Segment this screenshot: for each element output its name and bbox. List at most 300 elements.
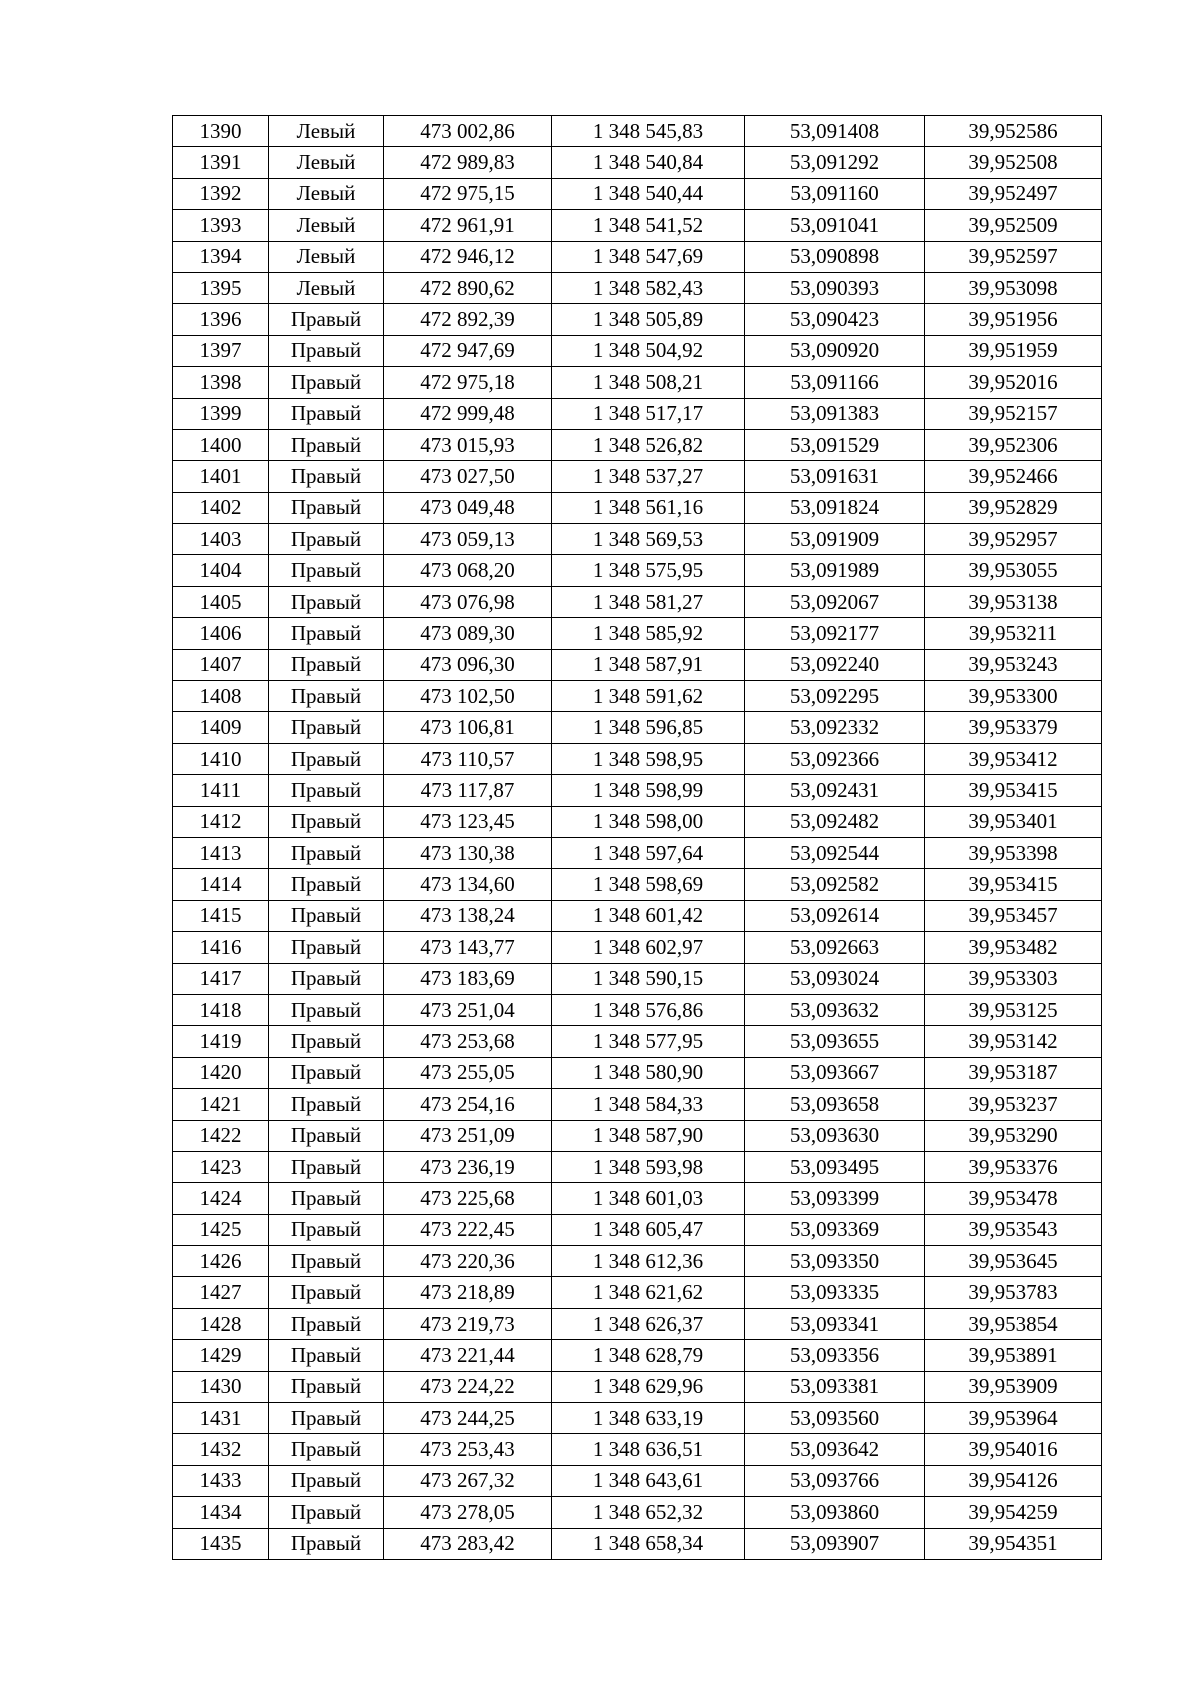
table-row [173,900,1102,931]
latitude-cell: 53,093341 [745,1308,925,1339]
longitude-cell: 39,952016 [925,367,1102,398]
table-row [173,1340,1102,1371]
y-coordinate-cell: 1 348 593,98 [552,1151,745,1182]
latitude-cell: 53,093356 [745,1340,925,1371]
latitude-cell: 53,091160 [745,178,925,209]
x-coordinate-cell: 473 219,73 [384,1308,552,1339]
point-number-cell: 1391 [173,147,269,178]
point-number-cell: 1395 [173,272,269,303]
side-cell: Правый [269,932,384,963]
side-cell: Правый [269,398,384,429]
table-row [173,524,1102,555]
x-coordinate-cell: 473 225,68 [384,1183,552,1214]
x-coordinate-cell: 472 989,83 [384,147,552,178]
latitude-cell: 53,091408 [745,116,925,147]
side-cell: Правый [269,586,384,617]
point-number-cell: 1403 [173,524,269,555]
point-number-cell: 1428 [173,1308,269,1339]
latitude-cell: 53,092067 [745,586,925,617]
point-number-cell: 1420 [173,1057,269,1088]
x-coordinate-cell: 473 222,45 [384,1214,552,1245]
point-number-cell: 1418 [173,994,269,1025]
point-number-cell: 1414 [173,869,269,900]
latitude-cell: 53,091166 [745,367,925,398]
table-row [173,775,1102,806]
point-number-cell: 1422 [173,1120,269,1151]
side-cell: Правый [269,1497,384,1528]
y-coordinate-cell: 1 348 537,27 [552,461,745,492]
table-row [173,1308,1102,1339]
point-number-cell: 1411 [173,775,269,806]
longitude-cell: 39,953300 [925,681,1102,712]
latitude-cell: 53,092582 [745,869,925,900]
side-cell: Правый [269,1277,384,1308]
longitude-cell: 39,953376 [925,1151,1102,1182]
point-number-cell: 1405 [173,586,269,617]
x-coordinate-cell: 473 102,50 [384,681,552,712]
point-number-cell: 1407 [173,649,269,680]
side-cell: Правый [269,869,384,900]
latitude-cell: 53,093907 [745,1528,925,1559]
y-coordinate-cell: 1 348 658,34 [552,1528,745,1559]
side-cell: Правый [269,681,384,712]
table-row [173,806,1102,837]
latitude-cell: 53,092663 [745,932,925,963]
longitude-cell: 39,953891 [925,1340,1102,1371]
coordinates-table [172,115,1102,1560]
side-cell: Правый [269,335,384,366]
side-cell: Правый [269,1246,384,1277]
side-cell: Левый [269,178,384,209]
y-coordinate-cell: 1 348 541,52 [552,210,745,241]
point-number-cell: 1404 [173,555,269,586]
point-number-cell: 1423 [173,1151,269,1182]
x-coordinate-cell: 473 253,68 [384,1026,552,1057]
x-coordinate-cell: 473 283,42 [384,1528,552,1559]
x-coordinate-cell: 473 255,05 [384,1057,552,1088]
x-coordinate-cell: 473 123,45 [384,806,552,837]
longitude-cell: 39,953482 [925,932,1102,963]
latitude-cell: 53,092366 [745,743,925,774]
latitude-cell: 53,093350 [745,1246,925,1277]
y-coordinate-cell: 1 348 577,95 [552,1026,745,1057]
x-coordinate-cell: 472 892,39 [384,304,552,335]
side-cell: Правый [269,304,384,335]
y-coordinate-cell: 1 348 517,17 [552,398,745,429]
point-number-cell: 1419 [173,1026,269,1057]
y-coordinate-cell: 1 348 587,91 [552,649,745,680]
latitude-cell: 53,093560 [745,1403,925,1434]
y-coordinate-cell: 1 348 602,97 [552,932,745,963]
latitude-cell: 53,093495 [745,1151,925,1182]
x-coordinate-cell: 472 890,62 [384,272,552,303]
x-coordinate-cell: 473 130,38 [384,837,552,868]
point-number-cell: 1397 [173,335,269,366]
x-coordinate-cell: 473 089,30 [384,618,552,649]
latitude-cell: 53,092177 [745,618,925,649]
table-row [173,429,1102,460]
point-number-cell: 1402 [173,492,269,523]
table-row [173,1528,1102,1559]
x-coordinate-cell: 473 183,69 [384,963,552,994]
y-coordinate-cell: 1 348 598,00 [552,806,745,837]
latitude-cell: 53,093642 [745,1434,925,1465]
latitude-cell: 53,090898 [745,241,925,272]
point-number-cell: 1416 [173,932,269,963]
side-cell: Правый [269,429,384,460]
point-number-cell: 1394 [173,241,269,272]
table-row [173,147,1102,178]
side-cell: Правый [269,461,384,492]
side-cell: Правый [269,1371,384,1402]
side-cell: Правый [269,806,384,837]
y-coordinate-cell: 1 348 540,84 [552,147,745,178]
point-number-cell: 1399 [173,398,269,429]
latitude-cell: 53,093369 [745,1214,925,1245]
latitude-cell: 53,091909 [745,524,925,555]
longitude-cell: 39,953401 [925,806,1102,837]
side-cell: Правый [269,618,384,649]
longitude-cell: 39,954259 [925,1497,1102,1528]
table-row [173,743,1102,774]
y-coordinate-cell: 1 348 601,03 [552,1183,745,1214]
y-coordinate-cell: 1 348 504,92 [552,335,745,366]
x-coordinate-cell: 473 068,20 [384,555,552,586]
longitude-cell: 39,952509 [925,210,1102,241]
point-number-cell: 1409 [173,712,269,743]
x-coordinate-cell: 473 251,04 [384,994,552,1025]
table-row [173,586,1102,617]
table-row [173,1434,1102,1465]
side-cell: Правый [269,712,384,743]
table-row [173,618,1102,649]
table-row [173,1246,1102,1277]
longitude-cell: 39,954351 [925,1528,1102,1559]
x-coordinate-cell: 473 138,24 [384,900,552,931]
side-cell: Правый [269,900,384,931]
x-coordinate-cell: 473 117,87 [384,775,552,806]
side-cell: Левый [269,147,384,178]
longitude-cell: 39,953211 [925,618,1102,649]
table-row [173,335,1102,366]
table-row [173,555,1102,586]
point-number-cell: 1434 [173,1497,269,1528]
y-coordinate-cell: 1 348 628,79 [552,1340,745,1371]
longitude-cell: 39,953243 [925,649,1102,680]
point-number-cell: 1396 [173,304,269,335]
y-coordinate-cell: 1 348 643,61 [552,1465,745,1496]
point-number-cell: 1424 [173,1183,269,1214]
longitude-cell: 39,952508 [925,147,1102,178]
y-coordinate-cell: 1 348 598,69 [552,869,745,900]
x-coordinate-cell: 473 224,22 [384,1371,552,1402]
side-cell: Правый [269,1214,384,1245]
x-coordinate-cell: 472 975,18 [384,367,552,398]
table-row [173,461,1102,492]
point-number-cell: 1401 [173,461,269,492]
side-cell: Правый [269,1026,384,1057]
longitude-cell: 39,953237 [925,1089,1102,1120]
x-coordinate-cell: 473 143,77 [384,932,552,963]
longitude-cell: 39,953909 [925,1371,1102,1402]
side-cell: Правый [269,1057,384,1088]
latitude-cell: 53,091824 [745,492,925,523]
y-coordinate-cell: 1 348 596,85 [552,712,745,743]
table-row [173,649,1102,680]
longitude-cell: 39,953412 [925,743,1102,774]
x-coordinate-cell: 473 015,93 [384,429,552,460]
y-coordinate-cell: 1 348 580,90 [552,1057,745,1088]
latitude-cell: 53,092431 [745,775,925,806]
y-coordinate-cell: 1 348 626,37 [552,1308,745,1339]
point-number-cell: 1417 [173,963,269,994]
side-cell: Правый [269,994,384,1025]
table-row [173,1057,1102,1088]
y-coordinate-cell: 1 348 547,69 [552,241,745,272]
y-coordinate-cell: 1 348 540,44 [552,178,745,209]
longitude-cell: 39,952597 [925,241,1102,272]
x-coordinate-cell: 473 096,30 [384,649,552,680]
longitude-cell: 39,952466 [925,461,1102,492]
y-coordinate-cell: 1 348 581,27 [552,586,745,617]
x-coordinate-cell: 472 975,15 [384,178,552,209]
x-coordinate-cell: 473 251,09 [384,1120,552,1151]
x-coordinate-cell: 472 961,91 [384,210,552,241]
latitude-cell: 53,093658 [745,1089,925,1120]
table-row [173,712,1102,743]
longitude-cell: 39,953303 [925,963,1102,994]
table-row [173,837,1102,868]
point-number-cell: 1398 [173,367,269,398]
x-coordinate-cell: 473 076,98 [384,586,552,617]
point-number-cell: 1431 [173,1403,269,1434]
x-coordinate-cell: 473 110,57 [384,743,552,774]
longitude-cell: 39,951959 [925,335,1102,366]
longitude-cell: 39,953290 [925,1120,1102,1151]
longitude-cell: 39,953415 [925,869,1102,900]
longitude-cell: 39,954016 [925,1434,1102,1465]
longitude-cell: 39,953187 [925,1057,1102,1088]
table-row [173,963,1102,994]
longitude-cell: 39,951956 [925,304,1102,335]
y-coordinate-cell: 1 348 569,53 [552,524,745,555]
table-row [173,241,1102,272]
x-coordinate-cell: 473 267,32 [384,1465,552,1496]
y-coordinate-cell: 1 348 582,43 [552,272,745,303]
y-coordinate-cell: 1 348 629,96 [552,1371,745,1402]
x-coordinate-cell: 473 254,16 [384,1089,552,1120]
point-number-cell: 1429 [173,1340,269,1371]
table-row [173,1465,1102,1496]
x-coordinate-cell: 473 218,89 [384,1277,552,1308]
latitude-cell: 53,090920 [745,335,925,366]
longitude-cell: 39,953478 [925,1183,1102,1214]
longitude-cell: 39,952497 [925,178,1102,209]
longitude-cell: 39,953055 [925,555,1102,586]
longitude-cell: 39,953379 [925,712,1102,743]
x-coordinate-cell: 472 946,12 [384,241,552,272]
latitude-cell: 53,093630 [745,1120,925,1151]
latitude-cell: 53,090423 [745,304,925,335]
y-coordinate-cell: 1 348 633,19 [552,1403,745,1434]
longitude-cell: 39,952957 [925,524,1102,555]
longitude-cell: 39,953783 [925,1277,1102,1308]
point-number-cell: 1412 [173,806,269,837]
side-cell: Правый [269,1120,384,1151]
longitude-cell: 39,953645 [925,1246,1102,1277]
x-coordinate-cell: 473 244,25 [384,1403,552,1434]
y-coordinate-cell: 1 348 526,82 [552,429,745,460]
point-number-cell: 1400 [173,429,269,460]
x-coordinate-cell: 473 221,44 [384,1340,552,1371]
y-coordinate-cell: 1 348 591,62 [552,681,745,712]
side-cell: Правый [269,492,384,523]
table-row [173,1214,1102,1245]
x-coordinate-cell: 473 106,81 [384,712,552,743]
table-row [173,178,1102,209]
point-number-cell: 1392 [173,178,269,209]
point-number-cell: 1393 [173,210,269,241]
side-cell: Левый [269,116,384,147]
side-cell: Правый [269,1089,384,1120]
point-number-cell: 1410 [173,743,269,774]
table-row [173,1403,1102,1434]
x-coordinate-cell: 473 134,60 [384,869,552,900]
table-row [173,304,1102,335]
longitude-cell: 39,953138 [925,586,1102,617]
table-row [173,1183,1102,1214]
y-coordinate-cell: 1 348 587,90 [552,1120,745,1151]
point-number-cell: 1427 [173,1277,269,1308]
table-row [173,932,1102,963]
latitude-cell: 53,092544 [745,837,925,868]
table-row [173,1497,1102,1528]
y-coordinate-cell: 1 348 612,36 [552,1246,745,1277]
point-number-cell: 1435 [173,1528,269,1559]
x-coordinate-cell: 472 999,48 [384,398,552,429]
y-coordinate-cell: 1 348 652,32 [552,1497,745,1528]
longitude-cell: 39,954126 [925,1465,1102,1496]
point-number-cell: 1413 [173,837,269,868]
longitude-cell: 39,952306 [925,429,1102,460]
latitude-cell: 53,091383 [745,398,925,429]
side-cell: Левый [269,241,384,272]
longitude-cell: 39,953142 [925,1026,1102,1057]
latitude-cell: 53,091989 [745,555,925,586]
latitude-cell: 53,091041 [745,210,925,241]
y-coordinate-cell: 1 348 545,83 [552,116,745,147]
table-row [173,210,1102,241]
side-cell: Правый [269,1528,384,1559]
point-number-cell: 1432 [173,1434,269,1465]
latitude-cell: 53,093860 [745,1497,925,1528]
side-cell: Правый [269,555,384,586]
side-cell: Правый [269,367,384,398]
latitude-cell: 53,092332 [745,712,925,743]
point-number-cell: 1390 [173,116,269,147]
point-number-cell: 1426 [173,1246,269,1277]
longitude-cell: 39,953543 [925,1214,1102,1245]
latitude-cell: 53,093381 [745,1371,925,1402]
x-coordinate-cell: 473 049,48 [384,492,552,523]
y-coordinate-cell: 1 348 597,64 [552,837,745,868]
x-coordinate-cell: 472 947,69 [384,335,552,366]
point-number-cell: 1433 [173,1465,269,1496]
y-coordinate-cell: 1 348 585,92 [552,618,745,649]
latitude-cell: 53,093766 [745,1465,925,1496]
y-coordinate-cell: 1 348 584,33 [552,1089,745,1120]
point-number-cell: 1415 [173,900,269,931]
table-row [173,1277,1102,1308]
point-number-cell: 1421 [173,1089,269,1120]
longitude-cell: 39,952586 [925,116,1102,147]
side-cell: Правый [269,837,384,868]
longitude-cell: 39,953098 [925,272,1102,303]
table-row [173,492,1102,523]
latitude-cell: 53,090393 [745,272,925,303]
y-coordinate-cell: 1 348 561,16 [552,492,745,523]
side-cell: Правый [269,1340,384,1371]
x-coordinate-cell: 473 059,13 [384,524,552,555]
y-coordinate-cell: 1 348 605,47 [552,1214,745,1245]
side-cell: Правый [269,1403,384,1434]
x-coordinate-cell: 473 236,19 [384,1151,552,1182]
table-row [173,681,1102,712]
table-row [173,367,1102,398]
side-cell: Левый [269,210,384,241]
latitude-cell: 53,092240 [745,649,925,680]
side-cell: Правый [269,524,384,555]
y-coordinate-cell: 1 348 590,15 [552,963,745,994]
side-cell: Правый [269,1308,384,1339]
longitude-cell: 39,953964 [925,1403,1102,1434]
latitude-cell: 53,092295 [745,681,925,712]
longitude-cell: 39,953457 [925,900,1102,931]
table-row [173,1089,1102,1120]
latitude-cell: 53,093667 [745,1057,925,1088]
latitude-cell: 53,091529 [745,429,925,460]
y-coordinate-cell: 1 348 636,51 [552,1434,745,1465]
y-coordinate-cell: 1 348 505,89 [552,304,745,335]
longitude-cell: 39,953854 [925,1308,1102,1339]
x-coordinate-cell: 473 253,43 [384,1434,552,1465]
x-coordinate-cell: 473 027,50 [384,461,552,492]
latitude-cell: 53,093655 [745,1026,925,1057]
y-coordinate-cell: 1 348 576,86 [552,994,745,1025]
side-cell: Правый [269,963,384,994]
longitude-cell: 39,952829 [925,492,1102,523]
side-cell: Левый [269,272,384,303]
y-coordinate-cell: 1 348 598,95 [552,743,745,774]
side-cell: Правый [269,1183,384,1214]
table-row [173,1026,1102,1057]
side-cell: Правый [269,1151,384,1182]
latitude-cell: 53,092482 [745,806,925,837]
side-cell: Правый [269,1465,384,1496]
x-coordinate-cell: 473 278,05 [384,1497,552,1528]
side-cell: Правый [269,649,384,680]
table-row [173,1120,1102,1151]
table-row [173,1151,1102,1182]
point-number-cell: 1406 [173,618,269,649]
table-row [173,272,1102,303]
latitude-cell: 53,093632 [745,994,925,1025]
point-number-cell: 1430 [173,1371,269,1402]
longitude-cell: 39,952157 [925,398,1102,429]
side-cell: Правый [269,1434,384,1465]
y-coordinate-cell: 1 348 621,62 [552,1277,745,1308]
y-coordinate-cell: 1 348 575,95 [552,555,745,586]
